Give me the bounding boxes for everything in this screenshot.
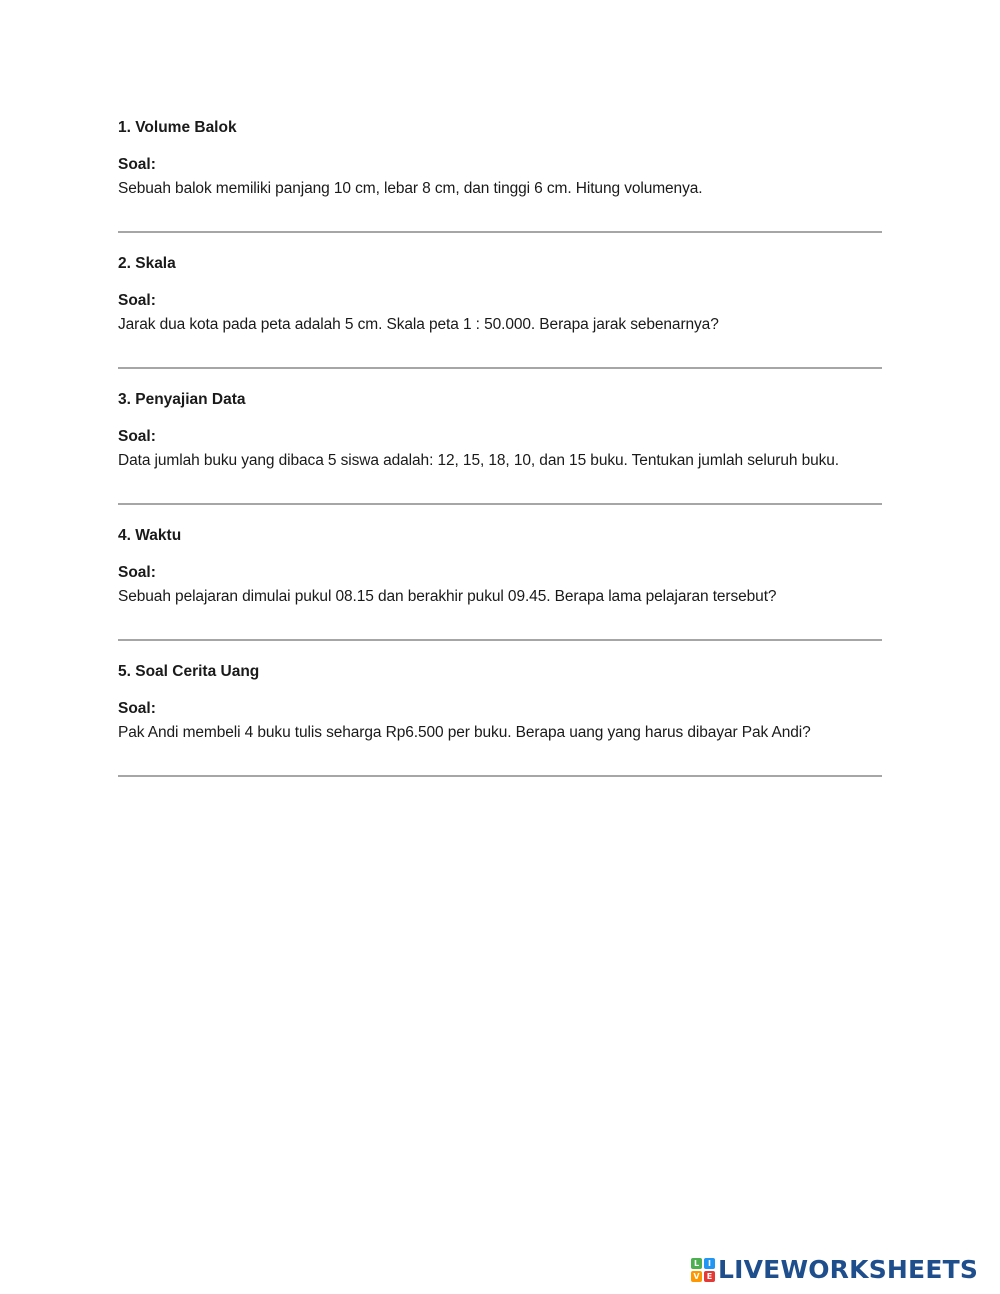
liveworksheets-logo [691, 1256, 978, 1284]
section-divider [118, 367, 882, 369]
logo-mark-letter: V [691, 1271, 702, 1282]
logo-text: LIVEWORKSHEETS [718, 1255, 979, 1284]
section-title: 4. Waktu [118, 527, 182, 544]
question-text: Pak Andi membeli 4 buku tulis seharga Rp6.500 per buku. Berapa uang yang harus dibayar Pak Andi? [118, 724, 811, 741]
section-title: 1. Volume Balok [118, 119, 237, 136]
section-title: 5. Soal Cerita Uang [118, 663, 260, 680]
soal-label: Soal: [118, 292, 156, 309]
question-section-5 [118, 662, 882, 777]
section-title: 3. Penyajian Data [118, 391, 246, 408]
question-section-1 [118, 118, 882, 233]
soal-label: Soal: [118, 156, 156, 173]
logo-mark-letter: L [691, 1258, 702, 1269]
question-text: Sebuah pelajaran dimulai pukul 08.15 dan berakhir pukul 09.45. Berapa lama pelajaran tersebut? [118, 588, 777, 605]
soal-label: Soal: [118, 700, 156, 717]
worksheet-page [118, 118, 882, 798]
question-section-4 [118, 526, 882, 641]
section-divider [118, 775, 882, 777]
liveworksheets-logo-icon [691, 1258, 715, 1282]
section-divider [118, 503, 882, 505]
soal-label: Soal: [118, 428, 156, 445]
section-divider [118, 639, 882, 641]
logo-mark-letter: E [704, 1271, 715, 1282]
question-section-2 [118, 254, 882, 369]
logo-mark-letter: I [704, 1258, 715, 1269]
question-text: Sebuah balok memiliki panjang 10 cm, lebar 8 cm, dan tinggi 6 cm. Hitung volumenya. [118, 180, 703, 197]
question-text: Jarak dua kota pada peta adalah 5 cm. Skala peta 1 : 50.000. Berapa jarak sebenarnya? [118, 316, 719, 333]
soal-label: Soal: [118, 564, 156, 581]
question-section-3 [118, 390, 882, 505]
section-title: 2. Skala [118, 255, 176, 272]
section-divider [118, 231, 882, 233]
question-text: Data jumlah buku yang dibaca 5 siswa adalah: 12, 15, 18, 10, dan 15 buku. Tentukan jumlah seluruh buku. [118, 452, 839, 469]
